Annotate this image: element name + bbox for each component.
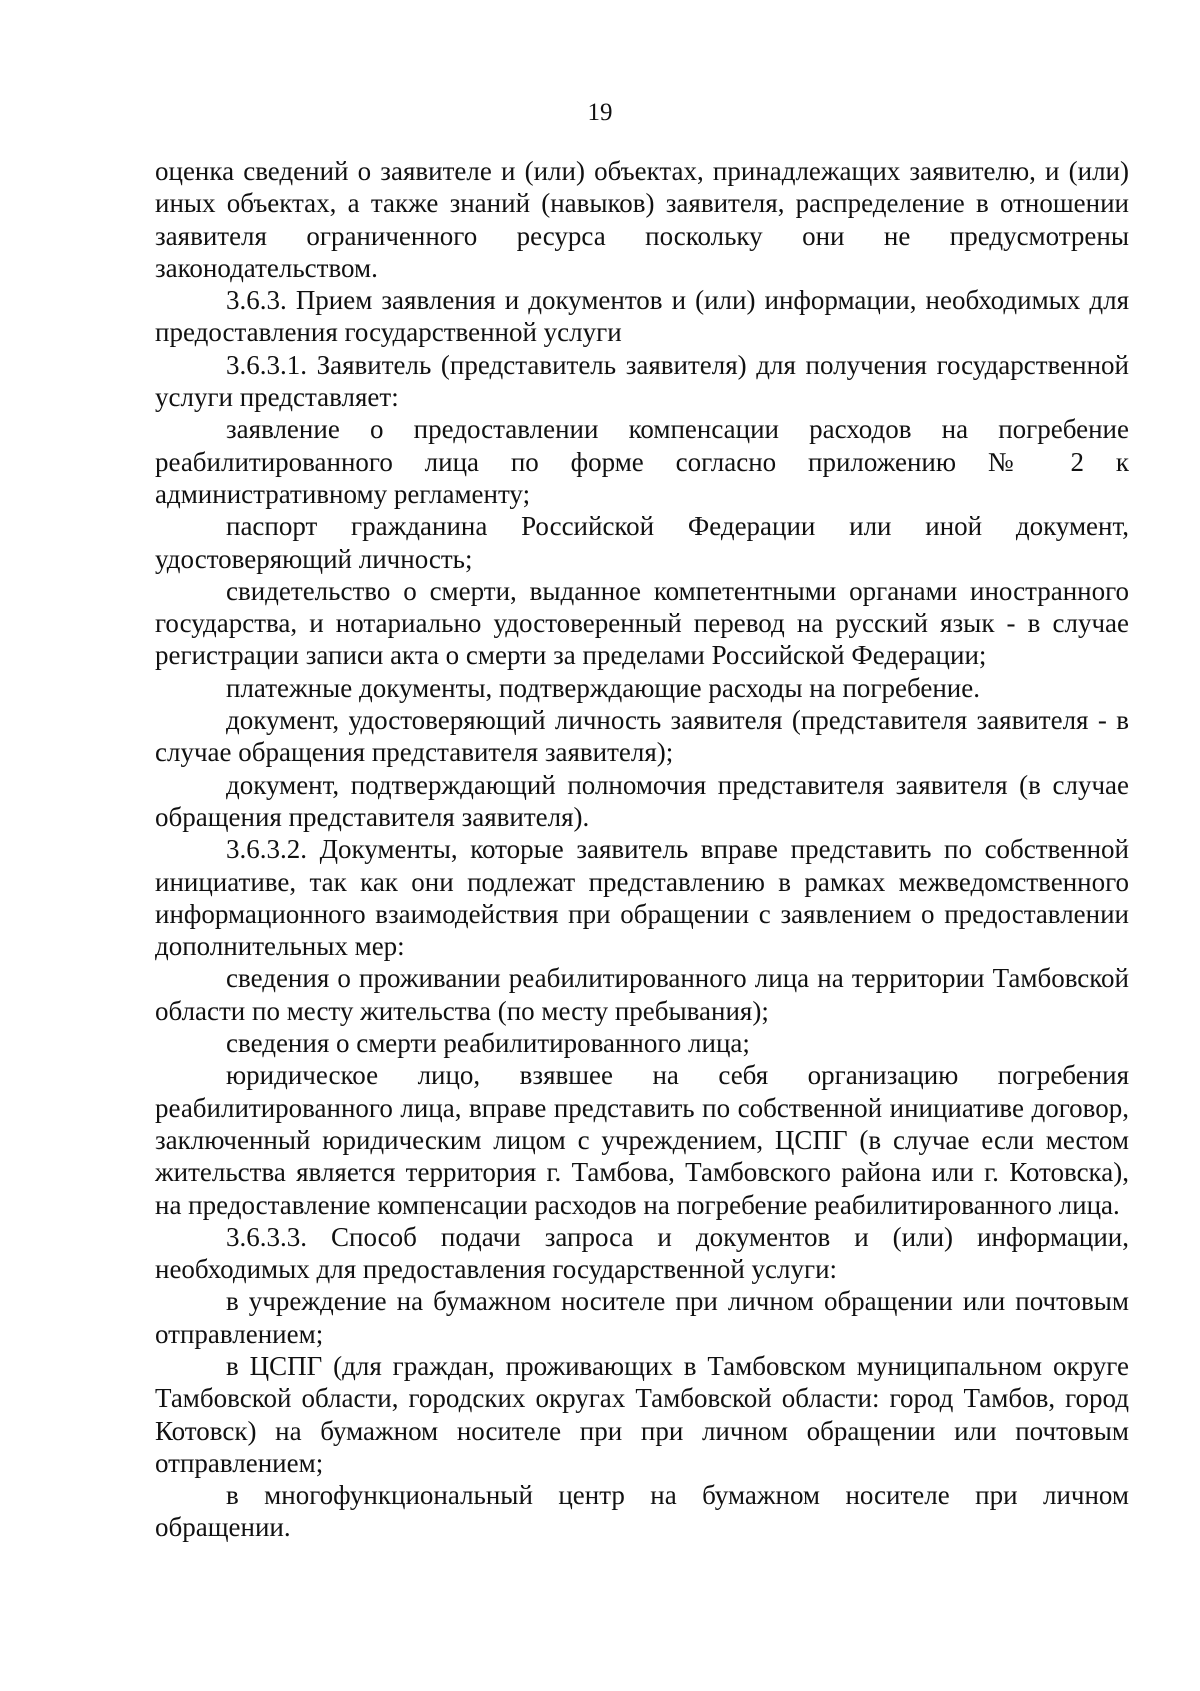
list-item: документ, удостоверяющий личность заявителя (представителя заявителя - в случае обращения представителя заявителя); bbox=[155, 705, 1129, 768]
document-body bbox=[155, 155, 1129, 1544]
page-number: 19 bbox=[587, 99, 613, 126]
list-item: юридическое лицо, взявшее на себя организацию погребения реабилитированного лица, вправе представить по собственной инициативе договор, заключенный юридическим лицом с учреждением, ЦСПГ (в случае если местом жительства является территория г. Тамбова, Тамбовского района или г. Котовска), на предоставление компенсации расходов на погребение реабилитированного лица. bbox=[155, 1060, 1129, 1220]
list-item: заявление о предоставлении компенсации расходов на погребение реабилитированного лица по форме согласно приложению № 2 к административному регламенту; bbox=[155, 414, 1129, 509]
list-item: в учреждение на бумажном носителе при личном обращении или почтовым отправлением; bbox=[155, 1286, 1129, 1349]
list-item: в многофункциональный центр на бумажном носителе при личном обращении. bbox=[155, 1480, 1129, 1543]
list-item: документ, подтверждающий полномочия представителя заявителя (в случае обращения представителя заявителя). bbox=[155, 769, 1129, 832]
list-item: сведения о смерти реабилитированного лица; bbox=[226, 1028, 750, 1059]
list-item: в ЦСПГ (для граждан, проживающих в Тамбовском муниципальном округе Тамбовской области, городских округах Тамбовской области: город Тамбов, город Котовск) на бумажном носителе при при личном обращении или почтовым отправлением; bbox=[155, 1350, 1129, 1478]
list-item: платежные документы, подтверждающие расходы на погребение. bbox=[226, 672, 980, 703]
subsection-3-6-3-2: 3.6.3.2. Документы, которые заявитель вправе представить по собственной инициативе, так как они подлежат представлению в рамках межведомственного информационного взаимодействия при обращении с заявлением о предоставлении дополнительных мер: bbox=[155, 834, 1129, 962]
subsection-3-6-3-3: 3.6.3.3. Способ подачи запроса и документов и (или) информации, необходимых для предоставления государственной услуги: bbox=[155, 1221, 1129, 1285]
list-item: свидетельство о смерти, выданное компетентными органами иностранного государства, и нотариально удостоверенный перевод на русский язык - в случае регистрации записи акта о смерти за пределами Российской Федерации; bbox=[155, 575, 1129, 671]
paragraph: оценка сведений о заявителе и (или) объектах, принадлежащих заявителю, и (или) иных объектах, а также знаний (навыков) заявителя, распределение в отношении заявителя ограниченного ресурса поскольку они не предусмотрены законодательством. bbox=[155, 156, 1129, 283]
list-item: паспорт гражданина Российской Федерации или иной документ, удостоверяющий личность; bbox=[155, 511, 1129, 574]
list-item: сведения о проживании реабилитированного лица на территории Тамбовской области по месту жительства (по месту пребывания); bbox=[155, 963, 1129, 1026]
section-heading-3-6-3: 3.6.3. Прием заявления и документов и (или) информации, необходимых для предоставления государственной услуги bbox=[155, 285, 1129, 348]
subsection-3-6-3-1: 3.6.3.1. Заявитель (представитель заявителя) для получения государственной услуги представляет: bbox=[155, 349, 1129, 413]
